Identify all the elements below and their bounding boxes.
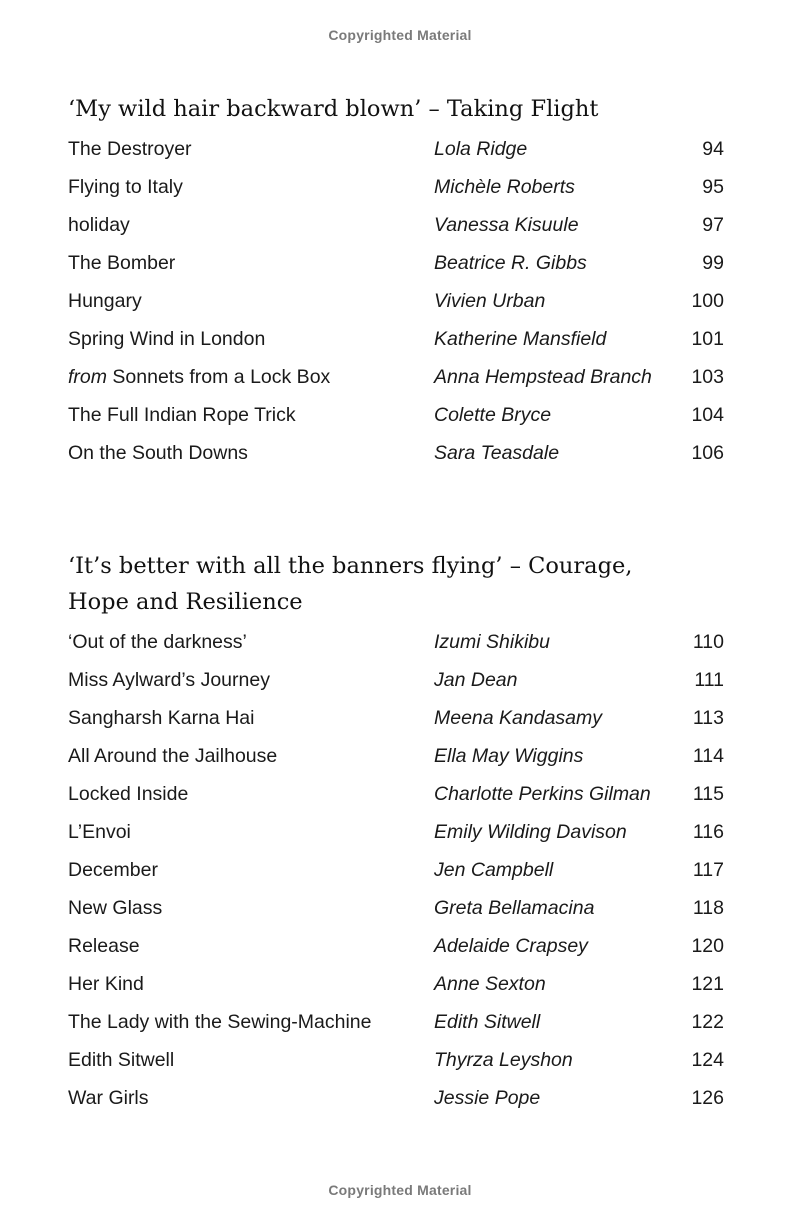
page-number: 103	[691, 366, 724, 388]
page-number: 122	[691, 1011, 724, 1033]
poem-title: All Around the Jailhouse	[68, 745, 278, 767]
poet-name: Jessie Pope	[434, 1087, 541, 1109]
toc-entry[interactable]	[68, 699, 733, 737]
poem-title: War Girls	[68, 1087, 149, 1109]
page-number: 126	[691, 1087, 724, 1109]
page-number: 106	[691, 442, 724, 464]
toc-entry[interactable]	[68, 244, 733, 282]
poet-name: Edith Sitwell	[434, 1011, 541, 1033]
title-prefix: from	[68, 366, 107, 388]
poem-title: New Glass	[68, 897, 163, 919]
poet-name: Anna Hempstead Branch	[434, 366, 652, 388]
section-heading	[68, 91, 733, 127]
page-number: 104	[691, 404, 724, 426]
poem-title: L’Envoi	[68, 821, 131, 843]
poet-name: Anne Sexton	[434, 973, 546, 995]
poem-title: Release	[68, 935, 140, 957]
toc-entry[interactable]	[68, 927, 733, 965]
poet-name: Michèle Roberts	[434, 176, 575, 198]
page-number: 94	[702, 138, 724, 160]
page-number: 100	[691, 290, 724, 312]
toc-section-courage-hope-resilience	[68, 548, 733, 1117]
toc-entry[interactable]	[68, 320, 733, 358]
poet-name: Lola Ridge	[434, 138, 528, 160]
poet-name: Ella May Wiggins	[434, 745, 584, 767]
poet-name: Sara Teasdale	[434, 442, 560, 464]
toc-entry[interactable]	[68, 813, 733, 851]
toc-entry[interactable]	[68, 168, 733, 206]
poem-title: The Lady with the Sewing-Machine	[68, 1011, 372, 1033]
poet-name: Emily Wilding Davison	[434, 821, 627, 843]
poet-name: Meena Kandasamy	[434, 707, 603, 729]
section-heading-line: Hope and Resilience	[68, 589, 303, 615]
poem-title: holiday	[68, 214, 130, 236]
section-heading-line: ‘My wild hair backward blown’ – Taking Flight	[68, 96, 599, 122]
page-number: 121	[691, 973, 724, 995]
poem-title: The Bomber	[68, 252, 176, 274]
toc-entry[interactable]	[68, 206, 733, 244]
poem-title: Spring Wind in London	[68, 328, 266, 350]
poem-title: Miss Aylward’s Journey	[68, 669, 270, 691]
section-heading-line: ‘It’s better with all the banners flying’ – Courage,	[68, 553, 633, 579]
poem-title: Locked Inside	[68, 783, 189, 805]
page-number: 99	[702, 252, 724, 274]
poet-name: Beatrice R. Gibbs	[434, 252, 587, 274]
poet-name: Izumi Shikibu	[434, 631, 550, 653]
poet-name: Vivien Urban	[434, 290, 546, 312]
toc-entry[interactable]	[68, 1079, 733, 1117]
poem-title: December	[68, 859, 158, 881]
poem-title	[68, 358, 330, 396]
poet-name: Charlotte Perkins Gilman	[434, 783, 651, 805]
poet-name: Thyrza Leyshon	[434, 1049, 573, 1071]
toc-entry[interactable]	[68, 1041, 733, 1079]
page-number: 124	[691, 1049, 724, 1071]
poem-title: Sangharsh Karna Hai	[68, 707, 255, 729]
toc-entry[interactable]	[68, 130, 733, 168]
toc-entry[interactable]	[68, 889, 733, 927]
toc-entry[interactable]	[68, 623, 733, 661]
page-number: 114	[692, 745, 724, 767]
toc-entry[interactable]	[68, 434, 733, 472]
toc-section-taking-flight	[68, 91, 733, 472]
poet-name: Vanessa Kisuule	[434, 214, 579, 236]
toc-entry[interactable]	[68, 851, 733, 889]
poet-name: Jan Dean	[434, 669, 518, 691]
poet-name: Adelaide Crapsey	[434, 935, 588, 957]
page-number: 97	[702, 214, 724, 236]
poet-name: Katherine Mansfield	[434, 328, 607, 350]
poem-title-text: Sonnets from a Lock Box	[112, 366, 331, 388]
poem-title: The Destroyer	[68, 138, 192, 160]
poem-title: On the South Downs	[68, 442, 248, 464]
poet-name: Greta Bellamacina	[434, 897, 595, 919]
toc-entry[interactable]	[68, 1003, 733, 1041]
poem-title: Flying to Italy	[68, 176, 183, 198]
poem-title: Edith Sitwell	[68, 1049, 175, 1071]
toc-entry[interactable]	[68, 396, 733, 434]
toc-entry[interactable]	[68, 661, 733, 699]
page-number: 111	[694, 669, 724, 691]
page-number: 118	[692, 897, 724, 919]
page-number: 95	[702, 176, 724, 198]
poet-name: Jen Campbell	[434, 859, 554, 881]
poem-title: Hungary	[68, 290, 142, 312]
poem-title: ‘Out of the darkness’	[68, 631, 247, 653]
toc-entry[interactable]	[68, 775, 733, 813]
page-number: 116	[692, 821, 724, 843]
toc-entry[interactable]	[68, 358, 733, 396]
toc-entry[interactable]	[68, 282, 733, 320]
page-number: 117	[692, 859, 724, 881]
poet-name: Colette Bryce	[434, 404, 552, 426]
watermark-bottom: Copyrighted Material	[328, 1182, 472, 1198]
page-number: 101	[691, 328, 724, 350]
watermark-top: Copyrighted Material	[328, 27, 472, 43]
poem-title: Her Kind	[68, 973, 144, 995]
page-number: 120	[691, 935, 724, 957]
toc-entry[interactable]	[68, 965, 733, 1003]
page-number: 110	[692, 631, 724, 653]
toc-entry[interactable]	[68, 737, 733, 775]
section-heading	[68, 548, 733, 620]
page-number: 115	[692, 783, 724, 805]
page-number: 113	[692, 707, 724, 729]
poem-title: The Full Indian Rope Trick	[68, 404, 296, 426]
